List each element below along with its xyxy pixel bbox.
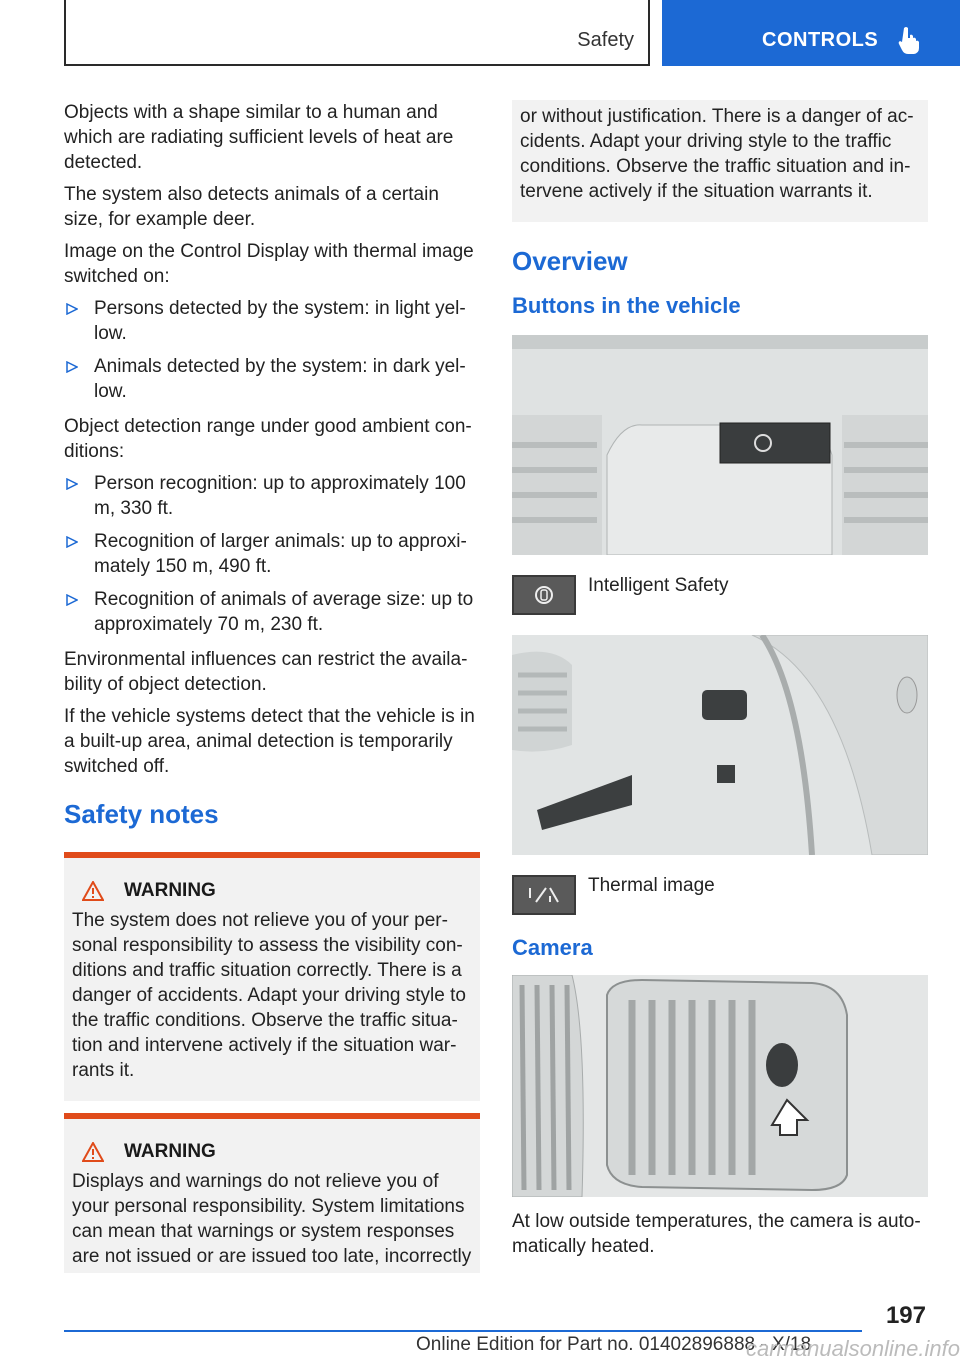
triangle-bullet-icon bbox=[66, 303, 78, 315]
bullet-list bbox=[64, 471, 480, 637]
overview-heading: Overview bbox=[512, 246, 628, 276]
paragraph: Image on the Control Display with thermal image switched on: bbox=[64, 241, 474, 287]
warning-title-text: WARNING bbox=[124, 880, 216, 901]
warning-triangle-icon bbox=[82, 1142, 104, 1162]
page-number: 197 bbox=[885, 1302, 926, 1329]
thermal-image-label: Thermal image bbox=[588, 875, 715, 896]
warning-box bbox=[64, 1113, 480, 1273]
left-column bbox=[64, 100, 480, 1273]
triangle-bullet-icon bbox=[66, 536, 78, 548]
safety-notes-heading: Safety notes bbox=[64, 799, 219, 829]
list-item-text: Recognition of larger animals: up to approxi‐ mately 150 m, 490 ft. bbox=[94, 531, 467, 577]
header-chapter-title: CONTROLS bbox=[762, 29, 879, 51]
triangle-bullet-icon bbox=[66, 478, 78, 490]
warning-title bbox=[72, 1141, 472, 1163]
thermal-image-row bbox=[512, 875, 928, 915]
warning-text: The system does not relieve you of your per‐ sonal responsibility to assess the visibility con‐ ditions and traffic situation correctly. There is a danger of accidents. Adapt your driving style to the traffic conditions. Observe the traffic situa‐ tion and intervene actively if the situation war‐ rants it. bbox=[72, 910, 466, 1081]
bullet-list bbox=[64, 296, 480, 404]
list-item bbox=[64, 529, 480, 579]
list-item bbox=[64, 354, 480, 404]
thermal-image-button-icon bbox=[512, 875, 576, 915]
dashboard-buttons-image bbox=[512, 335, 928, 555]
paragraph: Object detection range under good ambient con‐ ditions: bbox=[64, 416, 472, 462]
warning-triangle-icon bbox=[82, 881, 104, 901]
header-section-box bbox=[64, 0, 650, 66]
footer-divider bbox=[64, 1330, 862, 1332]
steering-area-image bbox=[512, 635, 928, 855]
pointing-hand-icon bbox=[898, 26, 922, 54]
warning-title bbox=[72, 880, 472, 902]
warning-title-text: WARNING bbox=[124, 1141, 216, 1162]
paragraph: If the vehicle systems detect that the vehicle is in a built-up area, animal detection is temporarily switched off. bbox=[64, 706, 475, 777]
right-column bbox=[512, 100, 928, 1266]
header-chapter-tab bbox=[662, 0, 960, 66]
camera-text: At low outside temperatures, the camera is auto‐ matically heated. bbox=[512, 1211, 921, 1257]
list-item-text: Animals detected by the system: in dark yel‐ low. bbox=[94, 356, 466, 402]
list-item-text: Recognition of animals of average size: up to approximately 70 m, 230 ft. bbox=[94, 589, 474, 635]
camera-grille-image bbox=[512, 975, 928, 1197]
camera-heading: Camera bbox=[512, 935, 593, 960]
list-item-text: Person recognition: up to approximately 100 m, 330 ft. bbox=[94, 473, 466, 519]
warning-continuation: or without justification. There is a danger of ac‐ cidents. Adapt your driving style to the traffic conditions. Observe the traffic situation and in‐ tervene actively if the situation warrants it. bbox=[512, 100, 928, 222]
intelligent-safety-label: Intelligent Safety bbox=[588, 575, 729, 596]
paragraph: Environmental influences can restrict the availa‐ bility of object detection. bbox=[64, 649, 468, 695]
buttons-heading: Buttons in the vehicle bbox=[512, 293, 741, 318]
watermark: carmanualsonline.info bbox=[745, 1336, 960, 1361]
intelligent-safety-row bbox=[512, 575, 928, 615]
warning-box bbox=[64, 852, 480, 1101]
triangle-bullet-icon bbox=[66, 594, 78, 606]
list-item bbox=[64, 296, 480, 346]
paragraph: The system also detects animals of a certain size, for example deer. bbox=[64, 184, 439, 230]
list-item bbox=[64, 471, 480, 521]
list-item bbox=[64, 587, 480, 637]
header-section-title: Safety bbox=[577, 29, 634, 51]
intelligent-safety-button-icon bbox=[512, 575, 576, 615]
warning-text: Displays and warnings do not relieve you of your personal responsibility. System limitations can mean that warnings or system responses are not issued or are issued too late, incorrectly bbox=[72, 1171, 472, 1267]
footer-edition: Online Edition for Part no. 01402896888 - X/18 bbox=[416, 1334, 812, 1355]
list-item-text: Persons detected by the system: in light yel‐ low. bbox=[94, 298, 466, 344]
triangle-bullet-icon bbox=[66, 361, 78, 373]
paragraph: Objects with a shape similar to a human and which are radiating sufficient levels of heat are detected. bbox=[64, 102, 454, 173]
